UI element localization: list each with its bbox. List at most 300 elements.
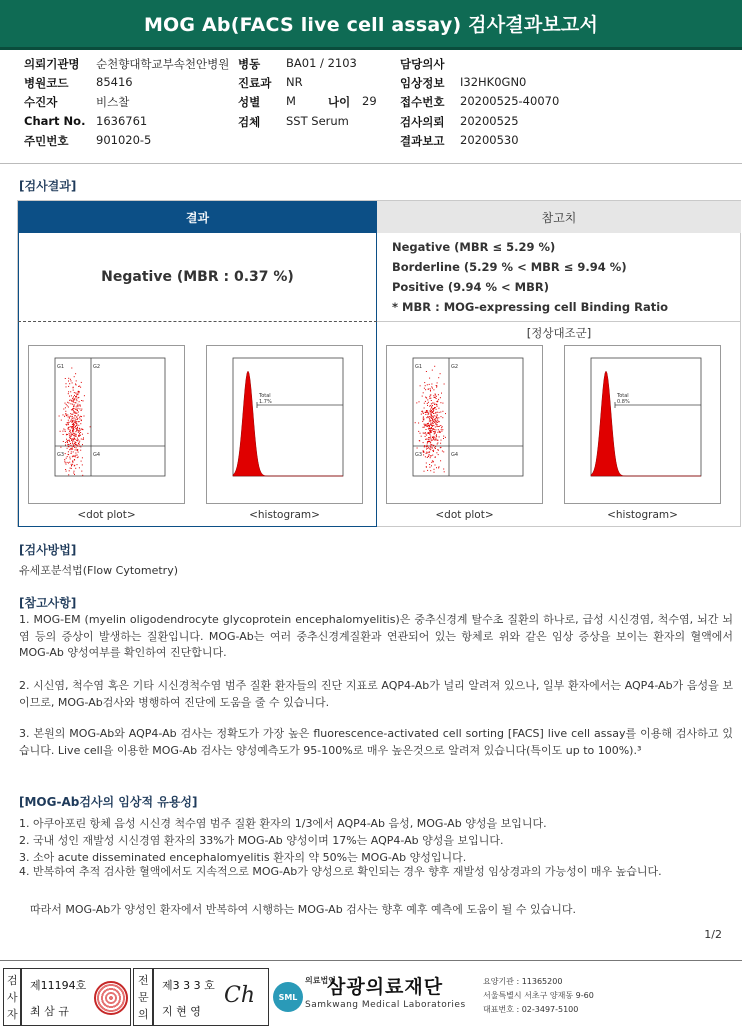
request-label: 검사의뢰 xyxy=(400,115,445,129)
dept-label: 진료과 xyxy=(238,76,272,90)
scatter-dot xyxy=(65,413,66,414)
scatter-dot xyxy=(74,433,75,434)
scatter-dot xyxy=(78,439,79,440)
scatter-dot xyxy=(437,420,438,421)
scatter-dot xyxy=(440,460,441,461)
scatter-dot xyxy=(424,445,425,446)
scatter-dot xyxy=(415,422,416,423)
scatter-dot xyxy=(87,433,88,434)
scatter-dot xyxy=(426,467,427,468)
scatter-dot xyxy=(78,386,79,387)
scatter-dot xyxy=(442,411,443,412)
scatter-dot xyxy=(430,432,431,433)
scatter-dot xyxy=(73,406,74,407)
scatter-dot xyxy=(431,444,432,445)
scatter-dot xyxy=(432,447,433,448)
scatter-dot xyxy=(65,469,66,470)
scatter-dot xyxy=(75,439,76,440)
scatter-dot xyxy=(437,414,438,415)
scatter-dot xyxy=(437,426,438,427)
scatter-dot xyxy=(432,370,433,371)
scatter-dot xyxy=(431,400,432,401)
scatter-dot xyxy=(425,456,426,457)
scatter-dot xyxy=(442,403,443,404)
scatter-dot xyxy=(79,404,80,405)
scatter-dot xyxy=(436,396,437,397)
scatter-dot xyxy=(75,419,76,420)
control-hist-value: 0.8% xyxy=(617,399,630,405)
scatter-dot xyxy=(69,462,70,463)
scatter-dot xyxy=(424,446,425,447)
scatter-dot xyxy=(426,449,427,450)
control-q4-label: G4 xyxy=(451,452,459,458)
scatter-dot xyxy=(69,449,70,450)
scatter-dot xyxy=(67,434,68,435)
scatter-dot xyxy=(428,423,429,424)
scatter-dot xyxy=(425,389,426,390)
scatter-dot xyxy=(436,417,437,418)
scatter-dot xyxy=(81,416,82,417)
scatter-dot xyxy=(76,413,77,414)
scatter-dot xyxy=(440,447,441,448)
scatter-dot xyxy=(434,469,435,470)
scatter-dot xyxy=(433,445,434,446)
scatter-dot xyxy=(74,398,75,399)
scatter-dot xyxy=(434,408,435,409)
scatter-dot xyxy=(69,433,70,434)
scatter-dot xyxy=(65,462,66,463)
scatter-dot xyxy=(426,410,427,411)
scatter-dot xyxy=(432,422,433,423)
scatter-dot xyxy=(431,410,432,411)
scatter-dot xyxy=(74,459,75,460)
scatter-dot xyxy=(73,462,74,463)
scatter-dot xyxy=(76,384,77,385)
patient-q3-label: G3 xyxy=(57,452,65,458)
divider xyxy=(0,163,742,164)
scatter-dot xyxy=(435,395,436,396)
scatter-dot xyxy=(428,402,429,403)
scatter-dot xyxy=(78,405,79,406)
scatter-dot xyxy=(81,409,82,410)
scatter-dot xyxy=(431,424,432,425)
scatter-dot xyxy=(77,419,78,420)
control-dot-plot xyxy=(386,345,543,504)
scatter-dot xyxy=(435,420,436,421)
scatter-dot xyxy=(427,470,428,471)
specimen-value: SST Serum xyxy=(286,114,349,128)
scatter-dot xyxy=(68,422,69,423)
scatter-dot xyxy=(435,465,436,466)
scatter-dot xyxy=(417,448,418,449)
scatter-dot xyxy=(72,442,73,443)
scatter-dot xyxy=(74,404,75,405)
scatter-dot xyxy=(430,455,431,456)
scatter-dot xyxy=(76,450,77,451)
clinical-value: I32HK0GN0 xyxy=(460,75,527,89)
scatter-dot xyxy=(430,442,431,443)
scatter-dot xyxy=(75,402,76,403)
result-header: 결과 xyxy=(18,201,377,233)
scatter-dot xyxy=(419,401,420,402)
receipt-label: 접수번호 xyxy=(400,95,445,109)
scatter-dot xyxy=(63,429,64,430)
scatter-dot xyxy=(435,413,436,414)
scatter-dot xyxy=(76,396,77,397)
scatter-dot xyxy=(423,442,424,443)
scatter-dot xyxy=(428,414,429,415)
scatter-dot xyxy=(71,451,72,452)
scatter-dot xyxy=(433,425,434,426)
patient-info xyxy=(0,56,742,152)
control-hist-peak xyxy=(591,371,701,476)
scatter-dot xyxy=(73,428,74,429)
scatter-dot xyxy=(438,377,439,378)
scatter-dot xyxy=(76,421,77,422)
scatter-dot xyxy=(75,453,76,454)
control-histogram xyxy=(564,345,721,504)
scatter-dot xyxy=(68,474,69,475)
scatter-dot xyxy=(74,392,75,393)
scatter-dot xyxy=(434,437,435,438)
scatter-dot xyxy=(65,445,66,446)
results-section-title: [검사결과] xyxy=(19,179,77,193)
scatter-dot xyxy=(70,448,71,449)
scatter-dot xyxy=(66,458,67,459)
scatter-dot xyxy=(435,432,436,433)
scatter-dot xyxy=(435,423,436,424)
scatter-dot xyxy=(431,425,432,426)
scatter-dot xyxy=(426,398,427,399)
scatter-dot xyxy=(424,425,425,426)
reference-positive: Positive (9.94 % < MBR) xyxy=(392,280,549,294)
scatter-dot xyxy=(436,435,437,436)
logo-badge-icon: SML xyxy=(273,982,303,1012)
specimen-label: 검체 xyxy=(238,115,261,129)
scatter-dot xyxy=(441,440,442,441)
scatter-dot xyxy=(72,449,73,450)
dashed-divider xyxy=(18,321,377,322)
scatter-dot xyxy=(430,421,431,422)
scatter-dot xyxy=(436,452,437,453)
scatter-dot xyxy=(70,432,71,433)
scatter-dot xyxy=(83,439,84,440)
reference-borderline: Borderline (5.29 % < MBR ≤ 9.94 %) xyxy=(392,260,627,274)
scatter-dot xyxy=(77,455,78,456)
scatter-dot xyxy=(69,457,70,458)
scatter-dot xyxy=(64,461,65,462)
scatter-dot xyxy=(67,442,68,443)
inspector-number: 제11194호 xyxy=(30,979,87,992)
scatter-dot xyxy=(429,428,430,429)
scatter-dot xyxy=(76,430,77,431)
scatter-dot xyxy=(427,384,428,385)
scatter-dot xyxy=(82,429,83,430)
scatter-dot xyxy=(430,457,431,458)
scatter-dot xyxy=(79,444,80,445)
scatter-dot xyxy=(77,410,78,411)
scatter-dot xyxy=(73,402,74,403)
scatter-dot xyxy=(443,436,444,437)
scatter-dot xyxy=(418,431,419,432)
scatter-dot xyxy=(433,421,434,422)
scatter-dot xyxy=(59,416,60,417)
scatter-dot xyxy=(60,447,61,448)
scatter-dot xyxy=(75,468,76,469)
scatter-dot xyxy=(70,416,71,417)
scatter-dot xyxy=(429,434,430,435)
scatter-dot xyxy=(422,396,423,397)
scatter-dot xyxy=(431,412,432,413)
scatter-dot xyxy=(75,456,76,457)
scatter-dot xyxy=(80,419,81,420)
reference-divider xyxy=(377,321,741,322)
scatter-dot xyxy=(68,393,69,394)
scatter-dot xyxy=(423,392,424,393)
scatter-dot xyxy=(68,403,69,404)
results-table xyxy=(17,200,741,527)
scatter-dot xyxy=(430,388,431,389)
footer-divider xyxy=(0,960,742,961)
scatter-dot xyxy=(66,386,67,387)
scatter-dot xyxy=(435,446,436,447)
scatter-dot xyxy=(434,422,435,423)
scatter-dot xyxy=(63,441,64,442)
scatter-dot xyxy=(435,456,436,457)
control-q2-label: G2 xyxy=(451,364,459,370)
scatter-dot xyxy=(82,475,83,476)
scatter-dot xyxy=(71,368,72,369)
scatter-dot xyxy=(72,404,73,405)
scatter-dot xyxy=(63,409,64,410)
scatter-dot xyxy=(72,464,73,465)
scatter-dot xyxy=(438,417,439,418)
scatter-dot xyxy=(419,440,420,441)
scatter-dot xyxy=(78,397,79,398)
scatter-dot xyxy=(429,378,430,379)
scatter-dot xyxy=(72,443,73,444)
scatter-dot xyxy=(81,439,82,440)
scatter-dot xyxy=(77,464,78,465)
scatter-dot xyxy=(75,409,76,410)
scatter-dot xyxy=(63,434,64,435)
scatter-dot xyxy=(435,427,436,428)
scatter-dot xyxy=(73,420,74,421)
scatter-dot xyxy=(437,449,438,450)
scatter-dot xyxy=(71,380,72,381)
scatter-dot xyxy=(445,413,446,414)
scatter-dot xyxy=(66,404,67,405)
scatter-dot xyxy=(431,427,432,428)
scatter-dot xyxy=(75,436,76,437)
reference-mbr-note: * MBR : MOG-expressing cell Binding Ratio xyxy=(392,300,669,314)
scatter-dot xyxy=(76,399,77,400)
scatter-dot xyxy=(65,429,66,430)
scatter-dot xyxy=(431,465,432,466)
scatter-dot xyxy=(440,402,441,403)
scatter-dot xyxy=(425,436,426,437)
scatter-dot xyxy=(71,419,72,420)
scatter-dot xyxy=(429,467,430,468)
scatter-dot xyxy=(75,428,76,429)
scatter-dot xyxy=(73,473,74,474)
scatter-dot xyxy=(71,440,72,441)
scatter-dot xyxy=(441,416,442,417)
scatter-dot xyxy=(437,401,438,402)
scatter-dot xyxy=(432,405,433,406)
scatter-dot xyxy=(72,441,73,442)
scatter-dot xyxy=(70,458,71,459)
scatter-dot xyxy=(70,443,71,444)
scatter-dot xyxy=(423,433,424,434)
scatter-dot xyxy=(430,446,431,447)
scatter-dot xyxy=(424,408,425,409)
clinical-label: 임상정보 xyxy=(400,76,445,90)
scatter-dot xyxy=(60,431,61,432)
report-title-banner xyxy=(0,0,742,50)
scatter-dot xyxy=(431,417,432,418)
chart-label: Chart No. xyxy=(24,114,86,128)
scatter-dot xyxy=(72,428,73,429)
scatter-dot xyxy=(69,383,70,384)
report-label: 결과보고 xyxy=(400,134,445,148)
scatter-dot xyxy=(428,389,429,390)
scatter-dot xyxy=(78,435,79,436)
scatter-dot xyxy=(67,456,68,457)
scatter-dot xyxy=(423,413,424,414)
scatter-dot xyxy=(74,395,75,396)
scatter-dot xyxy=(441,393,442,394)
scatter-dot xyxy=(427,457,428,458)
scatter-dot xyxy=(72,418,73,419)
scatter-dot xyxy=(422,411,423,412)
scatter-dot xyxy=(69,441,70,442)
scatter-dot xyxy=(70,426,71,427)
scatter-dot xyxy=(427,443,428,444)
scatter-dot xyxy=(72,431,73,432)
scatter-dot xyxy=(76,440,77,441)
scatter-dot xyxy=(432,426,433,427)
scatter-dot xyxy=(71,414,72,415)
scatter-dot xyxy=(430,409,431,410)
scatter-dot xyxy=(77,393,78,394)
scatter-dot xyxy=(427,416,428,417)
scatter-dot xyxy=(429,448,430,449)
scatter-dot xyxy=(429,418,430,419)
scatter-dot xyxy=(440,412,441,413)
scatter-dot xyxy=(420,433,421,434)
scatter-dot xyxy=(430,417,431,418)
scatter-dot xyxy=(428,452,429,453)
scatter-dot xyxy=(79,417,80,418)
scatter-dot xyxy=(68,416,69,417)
scatter-dot xyxy=(429,406,430,407)
scatter-dot xyxy=(67,422,68,423)
ward-value: BA01 / 2103 xyxy=(286,56,357,70)
scatter-dot xyxy=(435,429,436,430)
scatter-dot xyxy=(429,384,430,385)
scatter-dot xyxy=(434,366,435,367)
scatter-dot xyxy=(70,413,71,414)
scatter-dot xyxy=(426,411,427,412)
report-title: MOG Ab(FACS live cell assay) 검사결과보고서 xyxy=(143,14,599,36)
scatter-dot xyxy=(73,439,74,440)
patient-dot-plot xyxy=(28,345,185,504)
scatter-dot xyxy=(71,395,72,396)
patient-histogram xyxy=(206,345,363,504)
specialist-label-box xyxy=(133,968,153,1026)
scatter-dot xyxy=(82,444,83,445)
scatter-dot xyxy=(428,441,429,442)
scatter-dot xyxy=(431,416,432,417)
scatter-dot xyxy=(437,442,438,443)
scatter-dot xyxy=(74,411,75,412)
scatter-dot xyxy=(434,419,435,420)
scatter-dot xyxy=(78,431,79,432)
scatter-dot xyxy=(75,442,76,443)
scatter-dot xyxy=(82,429,83,430)
scatter-dot xyxy=(77,445,78,446)
scatter-dot xyxy=(70,468,71,469)
scatter-dot xyxy=(432,429,433,430)
scatter-dot xyxy=(80,450,81,451)
scatter-dot xyxy=(76,400,77,401)
scatter-dot xyxy=(77,446,78,447)
scatter-dot xyxy=(430,390,431,391)
seal-stamp-icon xyxy=(94,981,128,1015)
scatter-dot xyxy=(426,453,427,454)
scatter-dot xyxy=(437,444,438,445)
scatter-dot xyxy=(77,457,78,458)
scatter-dot xyxy=(432,430,433,431)
scatter-dot xyxy=(74,408,75,409)
scatter-dot xyxy=(74,471,75,472)
scatter-dot xyxy=(428,412,429,413)
reference-header: 참고치 xyxy=(377,201,741,233)
specialist-number: 제3 3 3 호 xyxy=(162,979,215,992)
scatter-dot xyxy=(436,387,437,388)
scatter-dot xyxy=(81,410,82,411)
scatter-dot xyxy=(425,401,426,402)
scatter-dot xyxy=(427,452,428,453)
scatter-dot xyxy=(61,420,62,421)
scatter-dot xyxy=(67,444,68,445)
scatter-dot xyxy=(75,397,76,398)
scatter-dot xyxy=(437,406,438,407)
scatter-dot xyxy=(78,391,79,392)
scatter-dot xyxy=(439,421,440,422)
scatter-dot xyxy=(436,409,437,410)
sex-value: M xyxy=(286,94,296,108)
scatter-dot xyxy=(433,431,434,432)
scatter-dot xyxy=(432,411,433,412)
scatter-dot xyxy=(425,412,426,413)
scatter-dot xyxy=(443,451,444,452)
patient-q4-label: G4 xyxy=(93,452,101,458)
scatter-dot xyxy=(435,424,436,425)
scatter-dot xyxy=(68,440,69,441)
control-q1-label: G1 xyxy=(415,364,423,370)
scatter-dot xyxy=(439,436,440,437)
patient-hist-label: Total xyxy=(259,393,271,399)
id-label: 주민번호 xyxy=(24,134,69,148)
scatter-dot xyxy=(427,426,428,427)
scatter-dot xyxy=(429,430,430,431)
scatter-dot xyxy=(429,464,430,465)
scatter-dot xyxy=(434,440,435,441)
patient-q2-label: G2 xyxy=(93,364,101,370)
utility-line-4: 4. 반복하여 추적 검사한 혈액에서도 지속적으로 MOG-Ab가 양성으로 확인되는 경우 향후 재발성 임상경과의 가능성이 매우 높습니다. xyxy=(19,865,662,878)
